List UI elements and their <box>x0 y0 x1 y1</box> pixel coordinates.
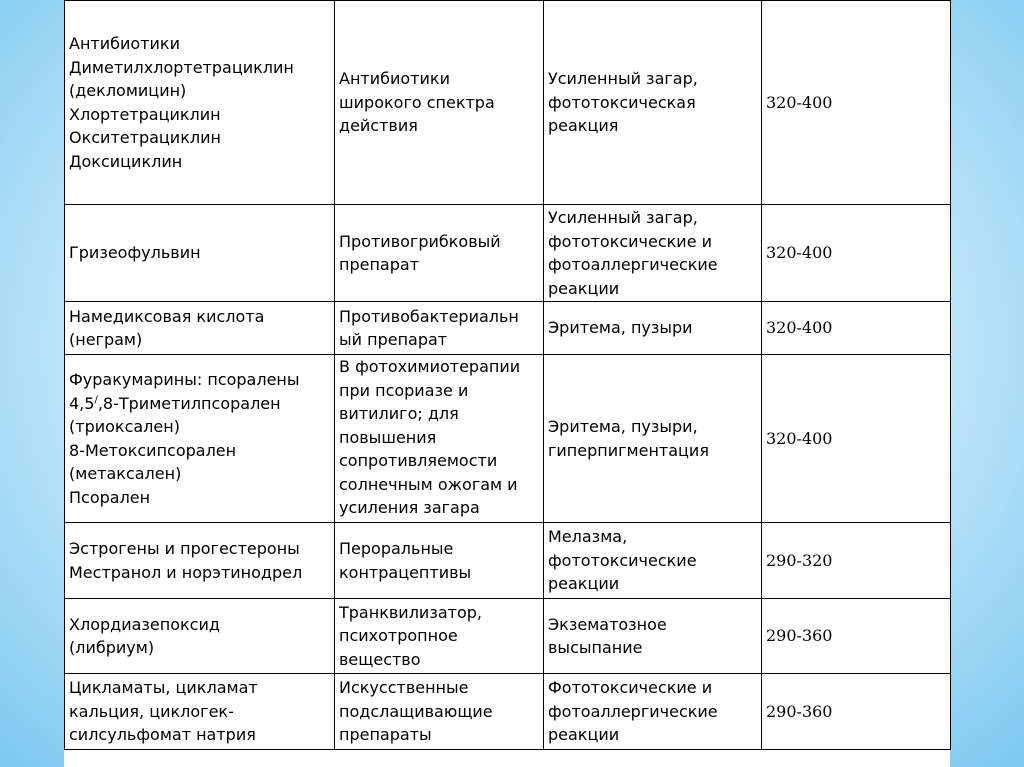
drug-group-cell: Транквилизатор, психотропное вещество <box>335 599 544 674</box>
table-row <box>65 355 951 523</box>
drug-cell: Намедиксовая кислота (неграм) <box>65 302 335 355</box>
table-row <box>65 1 951 205</box>
side-effect-cell: Эритема, пузыри <box>544 302 762 355</box>
drug-line: (триоксален) 8-Метоксипсорален (метаксален) Псорален <box>69 417 237 507</box>
wavelength-range-cell: 320-400 <box>762 302 951 355</box>
table-row <box>65 599 951 674</box>
drug-group-cell: Антибиотики широкого спектра действия <box>335 1 544 205</box>
drug-group-cell: Противобактериальн ый препарат <box>335 302 544 355</box>
table-row <box>65 523 951 599</box>
side-effect-cell: Экзематозное высыпание <box>544 599 762 674</box>
wavelength-range-cell: 290-320 <box>762 523 951 599</box>
wavelength-range-cell: 290-360 <box>762 674 951 750</box>
side-effect-cell: Мелазма, фототоксические реакции <box>544 523 762 599</box>
drug-group-cell: Искусственные подслащивающие препараты <box>335 674 544 750</box>
drug-cell: Эстрогены и прогестероны Местранол и норэтинодрел <box>65 523 335 599</box>
side-effect-cell: Фототоксические и фотоаллергические реакции <box>544 674 762 750</box>
prime-mark: / <box>94 394 98 406</box>
table-row <box>65 205 951 302</box>
table-row <box>65 674 951 750</box>
drug-cell: Хлордиазепоксид (либриум) <box>65 599 335 674</box>
side-effect-cell: Усиленный загар, фототоксическая реакция <box>544 1 762 205</box>
drug-line: Фуракумарины: псоралены <box>69 370 300 389</box>
drug-group-cell: Пероральные контрацептивы <box>335 523 544 599</box>
wavelength-range-cell: 290-360 <box>762 599 951 674</box>
table-row <box>65 302 951 355</box>
wavelength-range-cell: 320-400 <box>762 355 951 523</box>
photosensitizing-drugs-table <box>64 0 951 750</box>
wavelength-range-cell: 320-400 <box>762 1 951 205</box>
slide-page <box>64 0 950 767</box>
drug-line: 4,5 <box>69 393 95 413</box>
side-effect-cell: Эритема, пузыри, гиперпигментация <box>544 355 762 523</box>
wavelength-range-cell: 320-400 <box>762 205 951 302</box>
drug-group-cell: В фотохимиотерапии при псориазе и витилиго; для повышения сопротивляемости солнечным ожогам и усиления загара <box>335 355 544 523</box>
drug-line: ,8-Триметилпсорален <box>97 393 281 413</box>
drug-cell: Цикламаты, цикламат кальция, циклогек- силсульфомат натрия <box>65 674 335 750</box>
drug-group-cell: Противогрибковый препарат <box>335 205 544 302</box>
drug-cell <box>65 355 335 523</box>
drug-cell: Гризеофульвин <box>65 205 335 302</box>
side-effect-cell: Усиленный загар, фототоксические и фотоаллергические реакции <box>544 205 762 302</box>
drug-cell: Антибиотики Диметилхлортетрациклин (декломицин) Хлортетрациклин Окситетрациклин Доксициклин <box>65 1 335 205</box>
